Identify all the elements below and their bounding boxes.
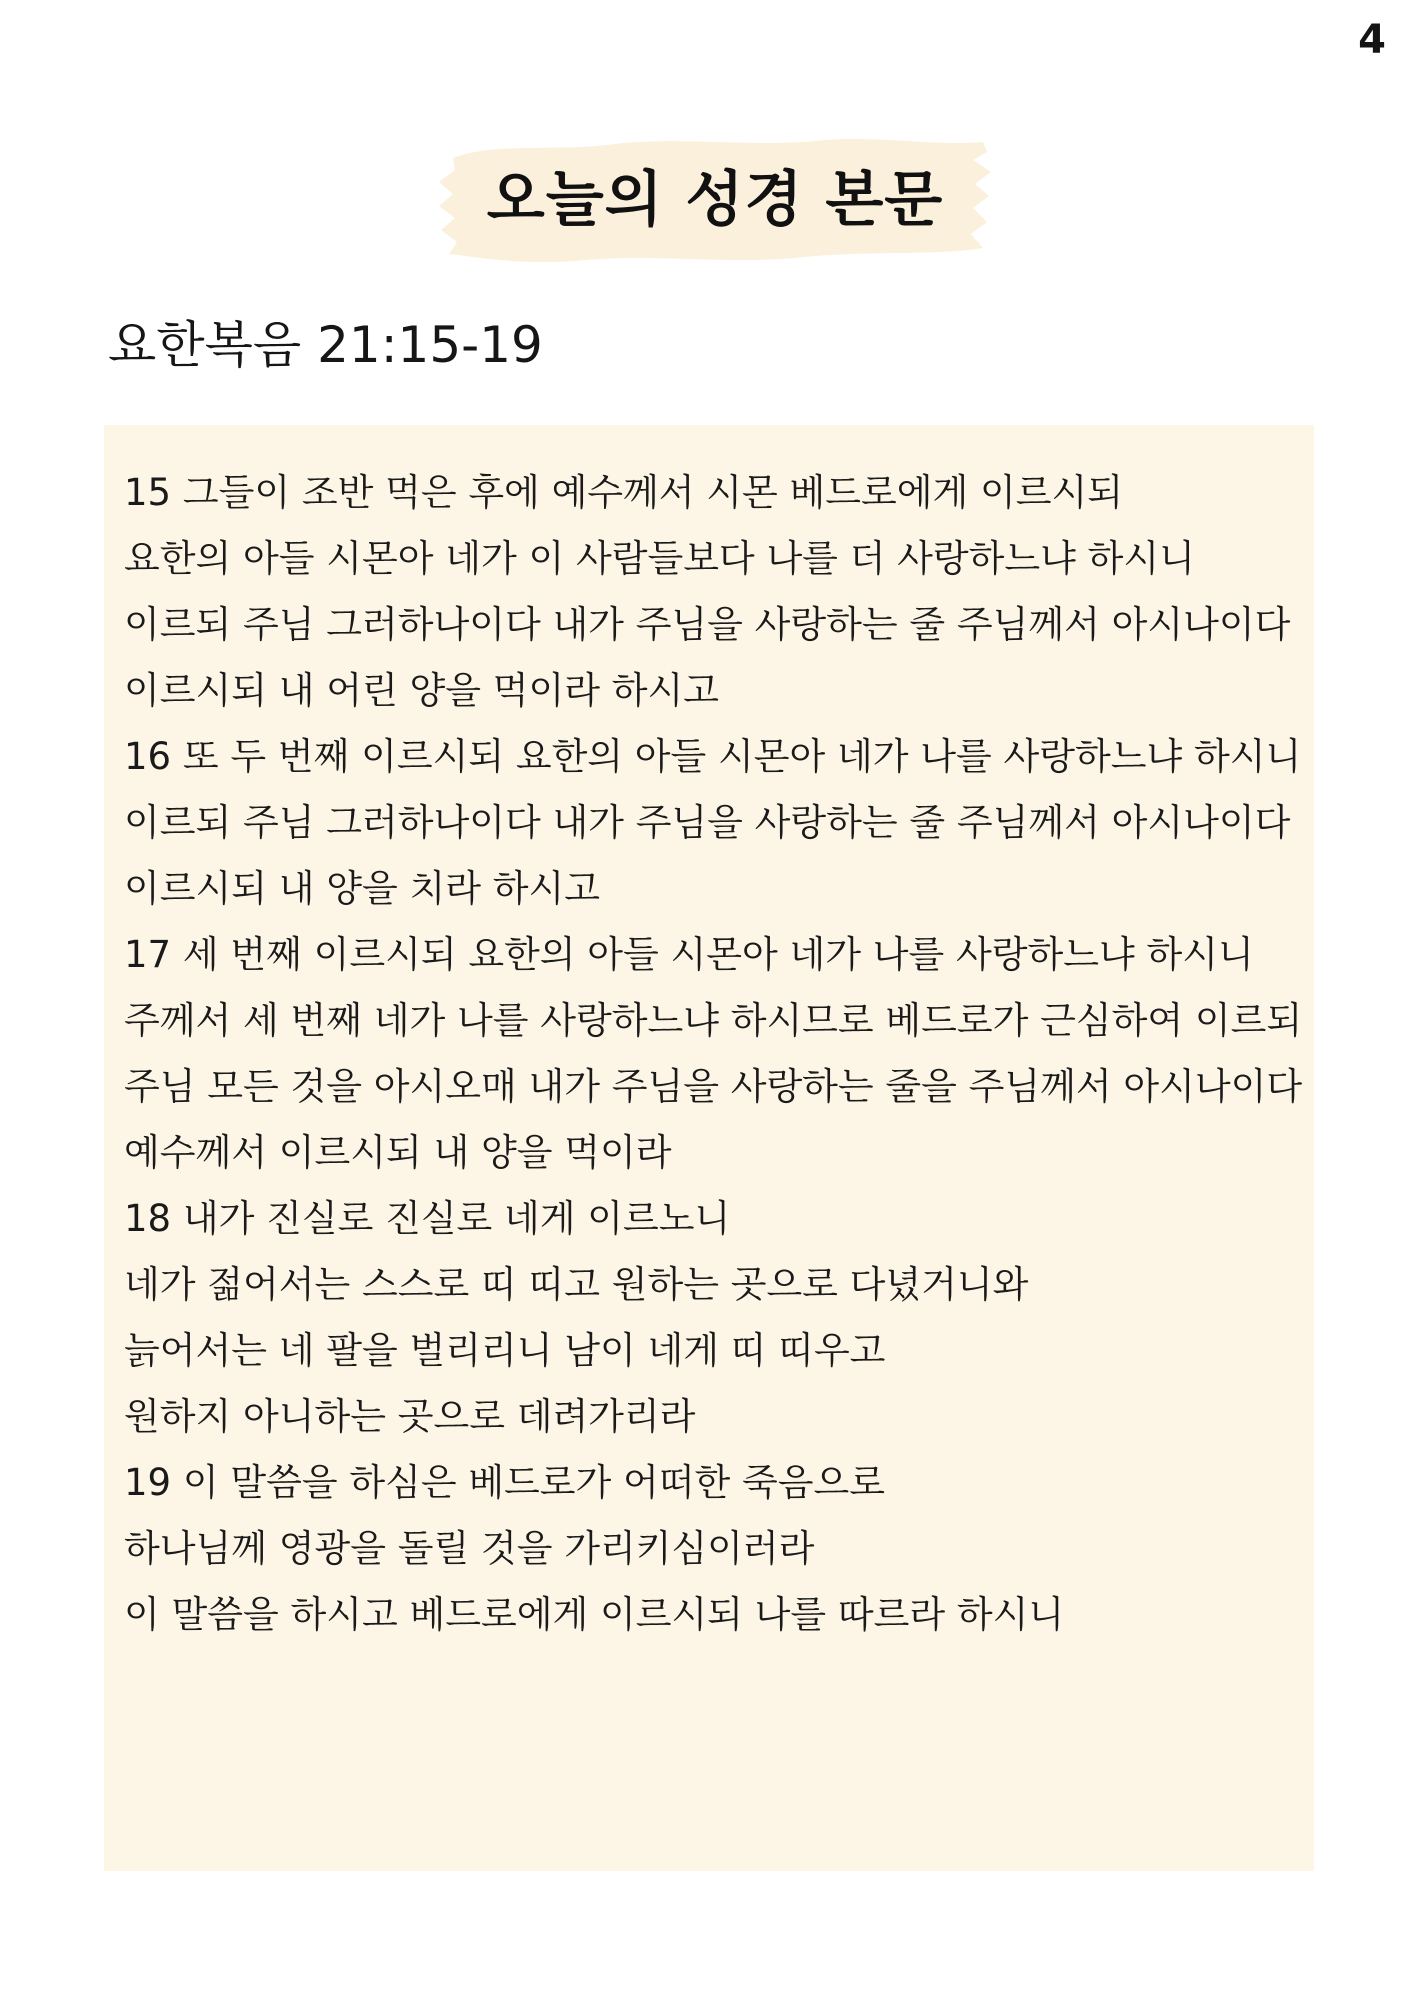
- scripture-line: 이르시되 내 어린 양을 먹이라 하시고: [124, 669, 719, 712]
- scripture-line: 이르시되 내 양을 치라 하시고: [124, 867, 600, 910]
- scripture-line: 주님 모든 것을 아시오매 내가 주님을 사랑하는 줄을 주님께서 아시나이다: [124, 1065, 1303, 1108]
- scripture-line: 네가 젊어서는 스스로 띠 띠고 원하는 곳으로 다녔거니와: [124, 1263, 1029, 1306]
- scripture-line: 이 말씀을 하시고 베드로에게 이르시되 나를 따르라 하시니: [124, 1593, 1065, 1636]
- scripture-lines: [124, 460, 1304, 1648]
- scripture-reference: 요한복음 21:15-19: [108, 316, 543, 374]
- scripture-text-box: [104, 425, 1314, 1871]
- scripture-line: 18 내가 진실로 진실로 네게 이르노니: [124, 1197, 731, 1240]
- scripture-line: 16 또 두 번째 이르시되 요한의 아들 시몬아 네가 나를 사랑하느냐 하시니: [124, 735, 1302, 778]
- scripture-line: 요한의 아들 시몬아 네가 이 사람들보다 나를 더 사랑하느냐 하시니: [124, 537, 1195, 580]
- scripture-line: 주께서 세 번째 네가 나를 사랑하느냐 하시므로 베드로가 근심하여 이르되: [124, 999, 1303, 1042]
- scripture-line: 늙어서는 네 팔을 벌리리니 남이 네게 띠 띠우고: [124, 1329, 886, 1372]
- scripture-line: 예수께서 이르시되 내 양을 먹이라: [124, 1131, 672, 1174]
- scripture-line: 15 그들이 조반 먹은 후에 예수께서 시몬 베드로에게 이르시되: [124, 471, 1123, 514]
- scripture-line: 하나님께 영광을 돌릴 것을 가리키심이러라: [124, 1527, 815, 1570]
- scripture-line: 17 세 번째 이르시되 요한의 아들 시몬아 네가 나를 사랑하느냐 하시니: [124, 933, 1254, 976]
- scripture-line: 이르되 주님 그러하나이다 내가 주님을 사랑하는 줄 주님께서 아시나이다: [124, 801, 1291, 844]
- scripture-line: 이르되 주님 그러하나이다 내가 주님을 사랑하는 줄 주님께서 아시나이다: [124, 603, 1291, 646]
- scripture-line: 원하지 아니하는 곳으로 데려가리라: [124, 1395, 696, 1438]
- page-title: 오늘의 성경 본문: [486, 165, 944, 235]
- title-banner: [435, 130, 995, 270]
- page-number: 4: [1358, 17, 1386, 63]
- scripture-line: 19 이 말씀을 하심은 베드로가 어떠한 죽음으로: [124, 1461, 886, 1504]
